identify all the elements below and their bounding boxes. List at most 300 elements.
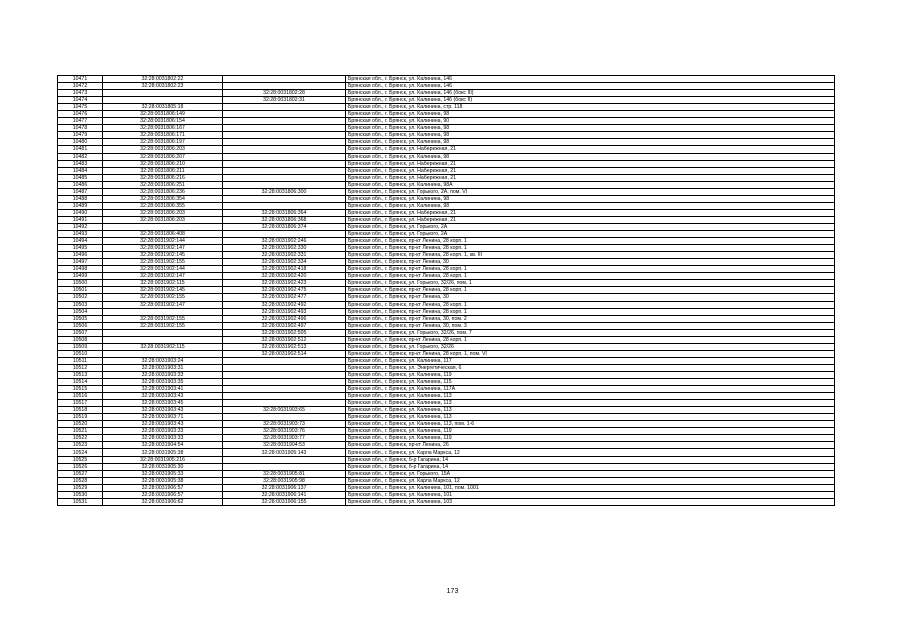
building-cadastral-number-cell [223,167,346,174]
land-cadastral-number-cell: 32:28:0031905:33 [103,470,223,477]
building-cadastral-number-cell: 32:28:0031802:28 [223,90,346,97]
land-cadastral-number-cell: 32:28:0031806:408 [103,231,223,238]
land-cadastral-number-cell [103,308,223,315]
row-number-cell: 10528 [58,477,103,484]
land-cadastral-number-cell: 32:28:0031806:207 [103,153,223,160]
building-cadastral-number-cell [223,379,346,386]
building-cadastral-number-cell [223,125,346,132]
table-row [58,174,835,181]
row-number-cell: 10493 [58,231,103,238]
building-cadastral-number-cell: 32:28:0031902:505 [223,329,346,336]
building-cadastral-number-cell [223,132,346,139]
row-number-cell: 10476 [58,111,103,118]
table-row [58,484,835,491]
building-cadastral-number-cell: 32:28:0031902:513 [223,343,346,350]
row-number-cell: 10510 [58,350,103,357]
address-cell: Брянская обл., г. Брянск, ул. Горького, 32/26, пом. 1 [346,280,835,287]
table-row [58,470,835,477]
building-cadastral-number-cell: 32:28:0031903:73 [223,421,346,428]
address-cell: Брянская обл., г. Брянск, ул. Калинина, 98 [346,139,835,146]
building-cadastral-number-cell [223,76,346,83]
address-cell: Брянская обл., г. Брянск, ул. Калинина, 117 [346,357,835,364]
row-number-cell: 10498 [58,266,103,273]
row-number-cell: 10530 [58,491,103,498]
row-number-cell: 10516 [58,393,103,400]
address-cell: Брянская обл., г. Брянск, ул. Горького, 2А [346,231,835,238]
building-cadastral-number-cell: 32:28:0031903:77 [223,435,346,442]
table-row [58,329,835,336]
row-number-cell: 10523 [58,442,103,449]
table-row [58,442,835,449]
land-cadastral-number-cell: 32:28:0031806:355 [103,202,223,209]
table-row [58,76,835,83]
building-cadastral-number-cell [223,371,346,378]
land-cadastral-number-cell: 32:28:0031903:71 [103,414,223,421]
land-cadastral-number-cell: 32:28:0031903:31 [103,364,223,371]
address-cell: Брянская обл., г. Брянск, ул. Калинина, 119 [346,371,835,378]
table-row [58,111,835,118]
address-cell: Брянская обл., г. Брянск, ул. Калинина, 146 [346,83,835,90]
table-row [58,287,835,294]
land-cadastral-number-cell: 32:28:0031806:251 [103,181,223,188]
land-cadastral-number-cell: 32:28:0031903:33 [103,428,223,435]
building-cadastral-number-cell [223,181,346,188]
land-cadastral-number-cell: 32:28:0031906:62 [103,498,223,505]
address-cell: Брянская обл., г. Брянск, ул. Калинина, 115 [346,379,835,386]
address-cell: Брянская обл., г. Брянск, ул. Калинина, стр. 118 [346,104,835,111]
table-row [58,231,835,238]
address-cell: Брянская обл., г. Брянск, ул. Калинина, 113 [346,414,835,421]
table-row [58,223,835,230]
table-row [58,139,835,146]
address-cell: Брянская обл., г. Брянск, ул. Карла Маркса, 12 [346,477,835,484]
building-cadastral-number-cell [223,153,346,160]
building-cadastral-number-cell [223,364,346,371]
land-cadastral-number-cell: 32:28:0031806:210 [103,160,223,167]
address-cell: Брянская обл., г. Брянск, ул. Набережная, 21 [346,167,835,174]
building-cadastral-number-cell [223,111,346,118]
land-cadastral-number-cell: 32:28:0031905:38 [103,477,223,484]
table-row [58,202,835,209]
land-cadastral-number-cell: 32:28:0031802:22 [103,76,223,83]
table-row [58,90,835,97]
row-number-cell: 10474 [58,97,103,104]
row-number-cell: 10471 [58,76,103,83]
address-cell: Брянская обл., г. Брянск, ул. Набережная, 21 [346,216,835,223]
table-row [58,414,835,421]
row-number-cell: 10511 [58,357,103,364]
address-cell: Брянская обл., г. Брянск, пр-кт Ленина, 28 корп. 1 [346,301,835,308]
row-number-cell: 10531 [58,498,103,505]
address-cell: Брянская обл., г. Брянск, ул. Калинина, 98 [346,125,835,132]
row-number-cell: 10489 [58,202,103,209]
building-cadastral-number-cell: 32:28:0031902:497 [223,322,346,329]
table-row [58,266,835,273]
row-number-cell: 10481 [58,146,103,153]
building-cadastral-number-cell [223,160,346,167]
table-row [58,301,835,308]
address-cell: Брянская обл., г. Брянск, пр-кт Ленина, 28 корп. 1, пом. VI [346,350,835,357]
land-cadastral-number-cell: 32:28:0031906:57 [103,484,223,491]
building-cadastral-number-cell [223,202,346,209]
address-cell: Брянская обл., г. Брянск, ул. Калинина, 98 [346,195,835,202]
address-cell: Брянская обл., г. Брянск, ул. Калинина, 113 [346,393,835,400]
address-cell: Брянская обл., г. Брянск, пр-кт Ленина, 28 корп. 1 [346,287,835,294]
table-row [58,188,835,195]
table-row [58,160,835,167]
table-row [58,386,835,393]
building-cadastral-number-cell [223,174,346,181]
table-row [58,132,835,139]
building-cadastral-number-cell: 32:28:0031902:330 [223,245,346,252]
building-cadastral-number-cell: 32:28:0031802:31 [223,97,346,104]
land-cadastral-number-cell: 32:28:0031903:45 [103,400,223,407]
address-cell: Брянская обл., г. Брянск, ул. Калинина, 146 (бокс II) [346,97,835,104]
table-row [58,336,835,343]
land-cadastral-number-cell: 32:28:0031903:33 [103,371,223,378]
row-number-cell: 10514 [58,379,103,386]
table-row [58,167,835,174]
land-cadastral-number-cell: 32:28:0031902:145 [103,287,223,294]
building-cadastral-number-cell: 32:28:0031904:53 [223,442,346,449]
land-cadastral-number-cell: 32:28:0031904:54 [103,442,223,449]
address-cell: Брянская обл., г. Брянск, пр-кт Ленина, 28 корп. 1 [346,245,835,252]
row-number-cell: 10496 [58,252,103,259]
building-cadastral-number-cell: 32:28:0031906:155 [223,498,346,505]
row-number-cell: 10520 [58,421,103,428]
table-row [58,273,835,280]
land-cadastral-number-cell: 32:28:0031903:43 [103,393,223,400]
building-cadastral-number-cell: 32:28:0031905:143 [223,449,346,456]
address-cell: Брянская обл., г. Брянск, ул. Калинина, 101, пом. 1001 [346,484,835,491]
building-cadastral-number-cell: 32:28:0031902:512 [223,336,346,343]
row-number-cell: 10491 [58,216,103,223]
row-number-cell: 10529 [58,484,103,491]
row-number-cell: 10507 [58,329,103,336]
building-cadastral-number-cell [223,118,346,125]
address-cell: Брянская обл., г. Брянск, ул. Калинина, 113 [346,400,835,407]
building-cadastral-number-cell: 32:28:0031905:81 [223,470,346,477]
land-cadastral-number-cell: 32:28:0031902:147 [103,273,223,280]
table-row [58,146,835,153]
page-number: 173 [446,588,459,595]
building-cadastral-number-cell: 32:28:0031902:477 [223,294,346,301]
table-row [58,463,835,470]
building-cadastral-number-cell: 32:28:0031902:418 [223,266,346,273]
row-number-cell: 10525 [58,456,103,463]
address-cell: Брянская обл., г. Брянск, пр-кт Ленина, 28 корп. 1 [346,238,835,245]
address-cell: Брянская обл., г. Брянск, пр-кт Ленина, 30 [346,259,835,266]
table-row [58,195,835,202]
address-cell: Брянская обл., г. Брянск, ул. Калинина, 119 [346,428,835,435]
table-row [58,400,835,407]
land-cadastral-number-cell: 32:28:0031806:149 [103,111,223,118]
address-cell: Брянская обл., г. Брянск, ул. Горького, 32/26, пом. 7 [346,329,835,336]
land-cadastral-number-cell [103,90,223,97]
land-cadastral-number-cell: 32:28:0031806:197 [103,139,223,146]
land-cadastral-number-cell: 32:28:0031903:43 [103,421,223,428]
land-cadastral-number-cell: 32:28:0031902:155 [103,315,223,322]
land-cadastral-number-cell: 32:28:0031903:43 [103,407,223,414]
land-cadastral-number-cell: 32:28:0031806:154 [103,118,223,125]
land-cadastral-number-cell: 32:28:0031903:41 [103,386,223,393]
table-row [58,477,835,484]
address-cell: Брянская обл., г. Брянск, ул. Калинина, 90 [346,118,835,125]
row-number-cell: 10505 [58,315,103,322]
address-cell: Брянская обл., г. Брянск, ул. Набережная, 21 [346,174,835,181]
land-cadastral-number-cell: 32:28:0031903:24 [103,357,223,364]
table-row [58,280,835,287]
building-cadastral-number-cell [223,195,346,202]
table-row [58,491,835,498]
land-cadastral-number-cell [103,97,223,104]
address-cell: Брянская обл., г. Брянск, ул. Энергетическая, 6 [346,364,835,371]
address-cell: Брянская обл., г. Брянск, ул. Калинина, 98А [346,181,835,188]
row-number-cell: 10480 [58,139,103,146]
row-number-cell: 10501 [58,287,103,294]
address-cell: Брянская обл., г. Брянск, ул. Горького, 32/26 [346,343,835,350]
address-cell: Брянская обл., г. Брянск, пр-кт Ленина, 30, пом. 3 [346,322,835,329]
land-cadastral-number-cell: 32:28:0031905:38 [103,449,223,456]
land-cadastral-number-cell: 32:28:0031806:354 [103,195,223,202]
address-cell: Брянская обл., г. Брянск, ул. Калинина, 146 (бокс III) [346,90,835,97]
land-cadastral-number-cell: 32:28:0031806:203 [103,209,223,216]
land-cadastral-number-cell [103,329,223,336]
building-cadastral-number-cell: 32:28:0031902:496 [223,315,346,322]
row-number-cell: 10485 [58,174,103,181]
row-number-cell: 10522 [58,435,103,442]
row-number-cell: 10487 [58,188,103,195]
table-row [58,125,835,132]
row-number-cell: 10482 [58,153,103,160]
address-cell: Брянская обл., г. Брянск, ул. Набережная, 21 [346,209,835,216]
address-cell: Брянская обл., г. Брянск, ул. Калинина, 98 [346,202,835,209]
building-cadastral-number-cell: 32:28:0031902:334 [223,259,346,266]
row-number-cell: 10518 [58,407,103,414]
building-cadastral-number-cell: 32:28:0031806:374 [223,223,346,230]
building-cadastral-number-cell [223,400,346,407]
building-cadastral-number-cell: 32:28:0031902:475 [223,287,346,294]
address-cell: Брянская обл., г. Брянск, пр-кт Ленина, 30 [346,294,835,301]
address-cell: Брянская обл., г. Брянск, ул. Калинина, 101 [346,491,835,498]
building-cadastral-number-cell [223,357,346,364]
row-number-cell: 10506 [58,322,103,329]
row-number-cell: 10490 [58,209,103,216]
address-cell: Брянская обл., г. Брянск, ул. Горького, 15А [346,470,835,477]
building-cadastral-number-cell: 32:28:0031902:246 [223,238,346,245]
land-cadastral-number-cell: 32:28:0031806:236 [103,188,223,195]
building-cadastral-number-cell [223,393,346,400]
land-cadastral-number-cell [103,336,223,343]
land-cadastral-number-cell: 32:28:0031806:203 [103,216,223,223]
building-cadastral-number-cell: 32:28:0031903:76 [223,428,346,435]
building-cadastral-number-cell: 32:28:0031906:137 [223,484,346,491]
table-row [58,104,835,111]
land-cadastral-number-cell: 32:28:0031902:144 [103,238,223,245]
table-row [58,315,835,322]
table-row [58,216,835,223]
table-row [58,209,835,216]
registry-table-body [58,76,835,506]
building-cadastral-number-cell: 32:28:0031905:98 [223,477,346,484]
table-row [58,449,835,456]
land-cadastral-number-cell: 32:28:0031905:30 [103,463,223,470]
building-cadastral-number-cell: 32:28:0031902:331 [223,252,346,259]
land-cadastral-number-cell: 32:28:0031906:57 [103,491,223,498]
land-cadastral-number-cell [103,223,223,230]
row-number-cell: 10488 [58,195,103,202]
building-cadastral-number-cell [223,83,346,90]
land-cadastral-number-cell: 32:28:0031806:216 [103,174,223,181]
building-cadastral-number-cell [223,146,346,153]
address-cell: Брянская обл., г. Брянск, ул. Карла Маркса, 12 [346,449,835,456]
address-cell: Брянская обл., г. Брянск, пр-кт Ленина, 26 [346,442,835,449]
building-cadastral-number-cell [223,456,346,463]
land-cadastral-number-cell: 32:28:0031806:167 [103,125,223,132]
table-row [58,181,835,188]
building-cadastral-number-cell [223,386,346,393]
row-number-cell: 10494 [58,238,103,245]
table-row [58,357,835,364]
table-row [58,498,835,505]
address-cell: Брянская обл., г. Брянск, ул. Набережная, 21 [346,146,835,153]
row-number-cell: 10497 [58,259,103,266]
table-row [58,238,835,245]
table-row [58,364,835,371]
table-row [58,294,835,301]
building-cadastral-number-cell [223,414,346,421]
building-cadastral-number-cell: 32:28:0031902:492 [223,301,346,308]
row-number-cell: 10526 [58,463,103,470]
address-cell: Брянская обл., г. Брянск, пр-кт Ленина, 28 корп. 1 [346,336,835,343]
address-cell: Брянская обл., г. Брянск, пр-кт Ленина, 28 корп. 1 [346,273,835,280]
row-number-cell: 10477 [58,118,103,125]
land-cadastral-number-cell: 32:28:0031802:23 [103,83,223,90]
table-row [58,379,835,386]
row-number-cell: 10472 [58,83,103,90]
row-number-cell: 10478 [58,125,103,132]
table-row [58,350,835,357]
address-cell: Брянская обл., г. Брянск, б-р Гагарина, 14 [346,456,835,463]
row-number-cell: 10495 [58,245,103,252]
land-cadastral-number-cell: 32:28:0031902:115 [103,280,223,287]
building-cadastral-number-cell [223,463,346,470]
land-cadastral-number-cell: 32:28:0031806:211 [103,167,223,174]
row-number-cell: 10504 [58,308,103,315]
table-row [58,118,835,125]
row-number-cell: 10500 [58,280,103,287]
table-row [58,428,835,435]
land-cadastral-number-cell: 32:28:0031902:155 [103,294,223,301]
row-number-cell: 10503 [58,301,103,308]
building-cadastral-number-cell: 32:28:0031902:514 [223,350,346,357]
building-cadastral-number-cell: 32:28:0031806:368 [223,216,346,223]
table-row [58,421,835,428]
building-cadastral-number-cell [223,139,346,146]
row-number-cell: 10473 [58,90,103,97]
land-cadastral-number-cell: 32:28:0031806:171 [103,132,223,139]
row-number-cell: 10479 [58,132,103,139]
table-row [58,153,835,160]
row-number-cell: 10475 [58,104,103,111]
table-row [58,435,835,442]
row-number-cell: 10519 [58,414,103,421]
row-number-cell: 10483 [58,160,103,167]
row-number-cell: 10512 [58,364,103,371]
row-number-cell: 10508 [58,336,103,343]
address-cell: Брянская обл., г. Брянск, ул. Калинина, 98 [346,153,835,160]
table-row [58,407,835,414]
address-cell: Брянская обл., г. Брянск, ул. Калинина, 98 [346,132,835,139]
building-cadastral-number-cell [223,104,346,111]
address-cell: Брянская обл., г. Брянск, пр-кт Ленина, 28 корп. 1, кв. III [346,252,835,259]
table-row [58,97,835,104]
building-cadastral-number-cell: 32:28:0031902:423 [223,280,346,287]
land-cadastral-number-cell: 32:28:0031905:216 [103,456,223,463]
land-cadastral-number-cell: 32:28:0031902:144 [103,266,223,273]
land-cadastral-number-cell: 32:28:0031903:35 [103,379,223,386]
row-number-cell: 10509 [58,343,103,350]
land-cadastral-number-cell [103,350,223,357]
address-cell: Брянская обл., г. Брянск, ул. Калинина, 117А [346,386,835,393]
row-number-cell: 10515 [58,386,103,393]
building-cadastral-number-cell: 32:28:0031806:364 [223,209,346,216]
row-number-cell: 10517 [58,400,103,407]
building-cadastral-number-cell: 32:28:0031906:141 [223,491,346,498]
table-row [58,252,835,259]
building-cadastral-number-cell: 32:28:0031902:420 [223,273,346,280]
building-cadastral-number-cell: 32:28:0031903:65 [223,407,346,414]
row-number-cell: 10502 [58,294,103,301]
row-number-cell: 10521 [58,428,103,435]
row-number-cell: 10513 [58,371,103,378]
table-row [58,259,835,266]
table-row [58,245,835,252]
row-number-cell: 10484 [58,167,103,174]
building-cadastral-number-cell [223,231,346,238]
table-row [58,308,835,315]
land-cadastral-number-cell: 32:28:0031903:33 [103,435,223,442]
address-cell: Брянская обл., г. Брянск, ул. Калинина, 146 [346,76,835,83]
land-cadastral-number-cell: 32:28:0031902:147 [103,301,223,308]
address-cell: Брянская обл., г. Брянск, ул. Набережная, 21 [346,160,835,167]
row-number-cell: 10524 [58,449,103,456]
row-number-cell: 10527 [58,470,103,477]
address-cell: Брянская обл., г. Брянск, ул. Калинина, 113, пом. 1-6 [346,421,835,428]
table-row [58,83,835,90]
table-row [58,322,835,329]
table-row [58,456,835,463]
address-cell: Брянская обл., г. Брянск, пр-кт Ленина, 28 корп. 1 [346,266,835,273]
address-cell: Брянская обл., г. Брянск, ул. Калинина, 113 [346,407,835,414]
land-cadastral-number-cell: 32:28:0031902:145 [103,252,223,259]
land-cadastral-number-cell: 32:28:0031902:115 [103,343,223,350]
row-number-cell: 10486 [58,181,103,188]
land-cadastral-number-cell: 32:28:0031902:155 [103,259,223,266]
row-number-cell: 10492 [58,223,103,230]
table-row [58,393,835,400]
address-cell: Брянская обл., г. Брянск, б-р Гагарина, 14 [346,463,835,470]
address-cell: Брянская обл., г. Брянск, пр-кт Ленина, 30, пом. 2 [346,315,835,322]
building-cadastral-number-cell: 32:28:0031806:300 [223,188,346,195]
address-cell: Брянская обл., г. Брянск, ул. Калинина, 119 [346,435,835,442]
land-cadastral-number-cell: 32:28:0031806:203 [103,146,223,153]
table-row [58,371,835,378]
registry-table [57,75,835,506]
address-cell: Брянская обл., г. Брянск, ул. Калинина, 103 [346,498,835,505]
building-cadastral-number-cell: 32:28:0031902:493 [223,308,346,315]
address-cell: Брянская обл., г. Брянск, пр-кт Ленина, 28 корп. 1 [346,308,835,315]
